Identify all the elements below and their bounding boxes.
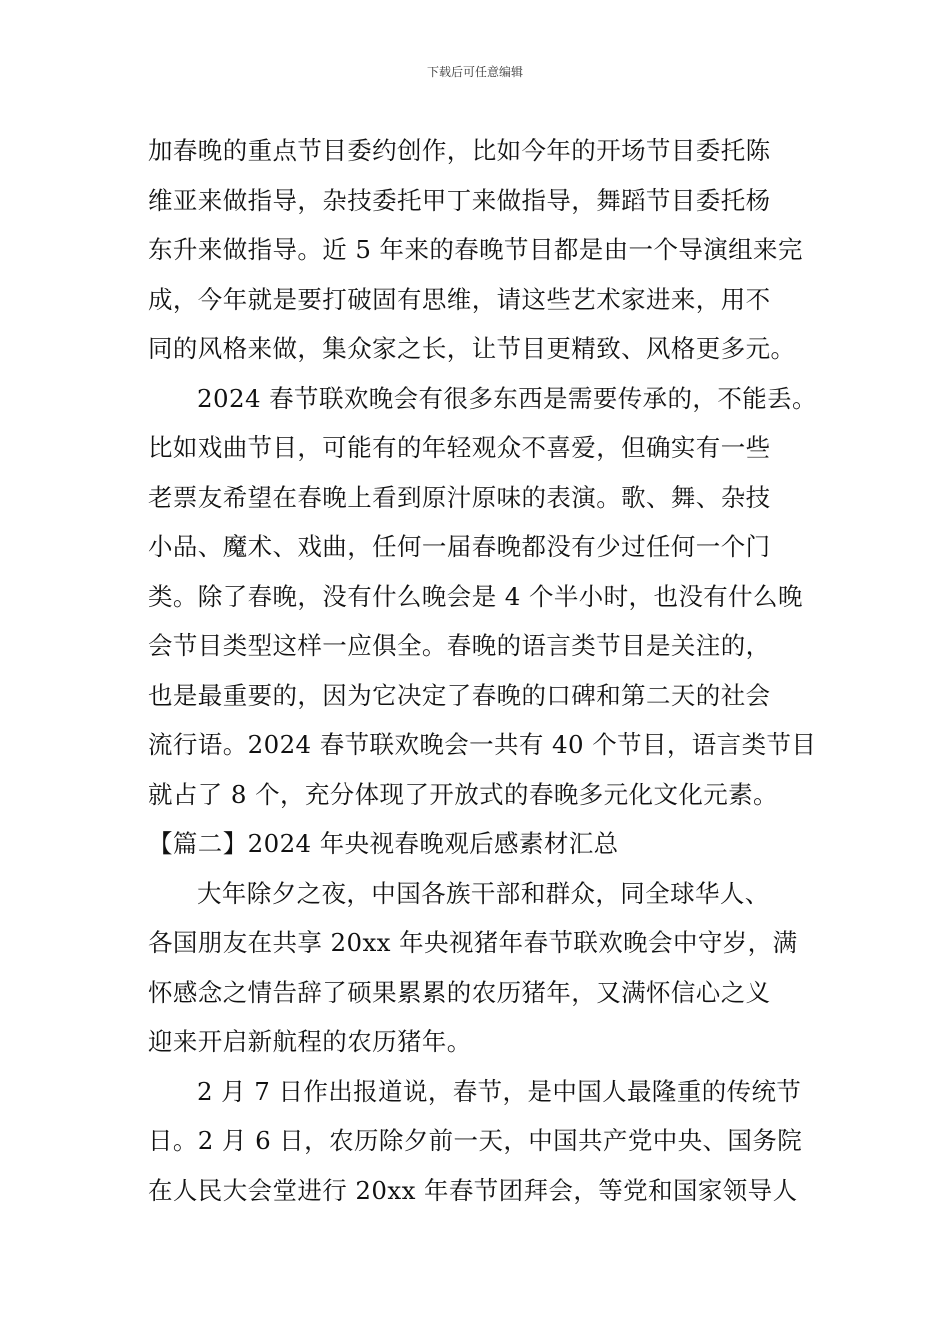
text-line: 各国朋友在共享 20xx 年央视猪年春节联欢晚会中守岁，满 <box>148 928 798 957</box>
text-line: 同的风格来做，集众家之长，让节目更精致、风格更多元。 <box>148 334 796 363</box>
text-line: 2 月 7 日作出报道说，春节，是中国人最隆重的传统节 <box>197 1076 802 1106</box>
text-line: 也是最重要的，因为它决定了春晚的口碑和第二天的社会 <box>148 680 771 710</box>
text-line: 成，今年就是要打破固有思维，请这些艺术家进来，用不 <box>148 284 771 314</box>
text-line: 就占了 8 个，充分体现了开放式的春晚多元化文化元素。 <box>148 779 778 809</box>
text-line: 类。除了春晚，没有什么晚会是 4 个半小时，也没有什么晚 <box>148 581 803 611</box>
text-line: 迎来开启新航程的农历猪年。 <box>148 1027 472 1056</box>
text-line: 日。2 月 6 日，农历除夕前一天，中国共产党中央、国务院 <box>148 1126 803 1155</box>
text-line: 小品、魔术、戏曲，任何一届春晚都没有少过任何一个门 <box>148 532 771 561</box>
page-header: 下载后可任意编辑 <box>426 65 523 79</box>
section-heading: 【篇二】2024 年央视春晚观后感素材汇总 <box>148 829 619 858</box>
text-line: 维亚来做指导，杂技委托甲丁来做指导，舞蹈节目委托杨 <box>148 185 771 215</box>
document-body <box>148 126 820 1215</box>
text-line: 怀感念之情告辞了硕果累累的农历猪年，又满怀信心之义 <box>148 977 771 1007</box>
text-line: 在人民大会堂进行 20xx 年春节团拜会，等党和国家领导人 <box>148 1175 798 1205</box>
text-line: 大年除夕之夜，中国各族干部和群众，同全球华人、 <box>197 878 770 908</box>
text-line: 会节目类型这样一应俱全。春晚的语言类节目是关注的， <box>148 631 771 660</box>
text-line: 2024 春节联欢晚会有很多东西是需要传承的，不能丢。 <box>197 383 817 413</box>
text-line: 老票友希望在春晚上看到原汁原味的表演。歌、舞、杂技 <box>148 482 771 512</box>
text-line: 加春晚的重点节目委约创作，比如今年的开场节目委托陈 <box>148 136 771 165</box>
text-line: 东升来做指导。近 5 年来的春晚节目都是由一个导演组来完 <box>148 235 803 264</box>
text-line: 比如戏曲节目，可能有的年轻观众不喜爱，但确实有一些 <box>148 433 771 462</box>
text-line: 流行语。2024 春节联欢晚会一共有 40 个节目，语言类节目 <box>148 730 817 759</box>
